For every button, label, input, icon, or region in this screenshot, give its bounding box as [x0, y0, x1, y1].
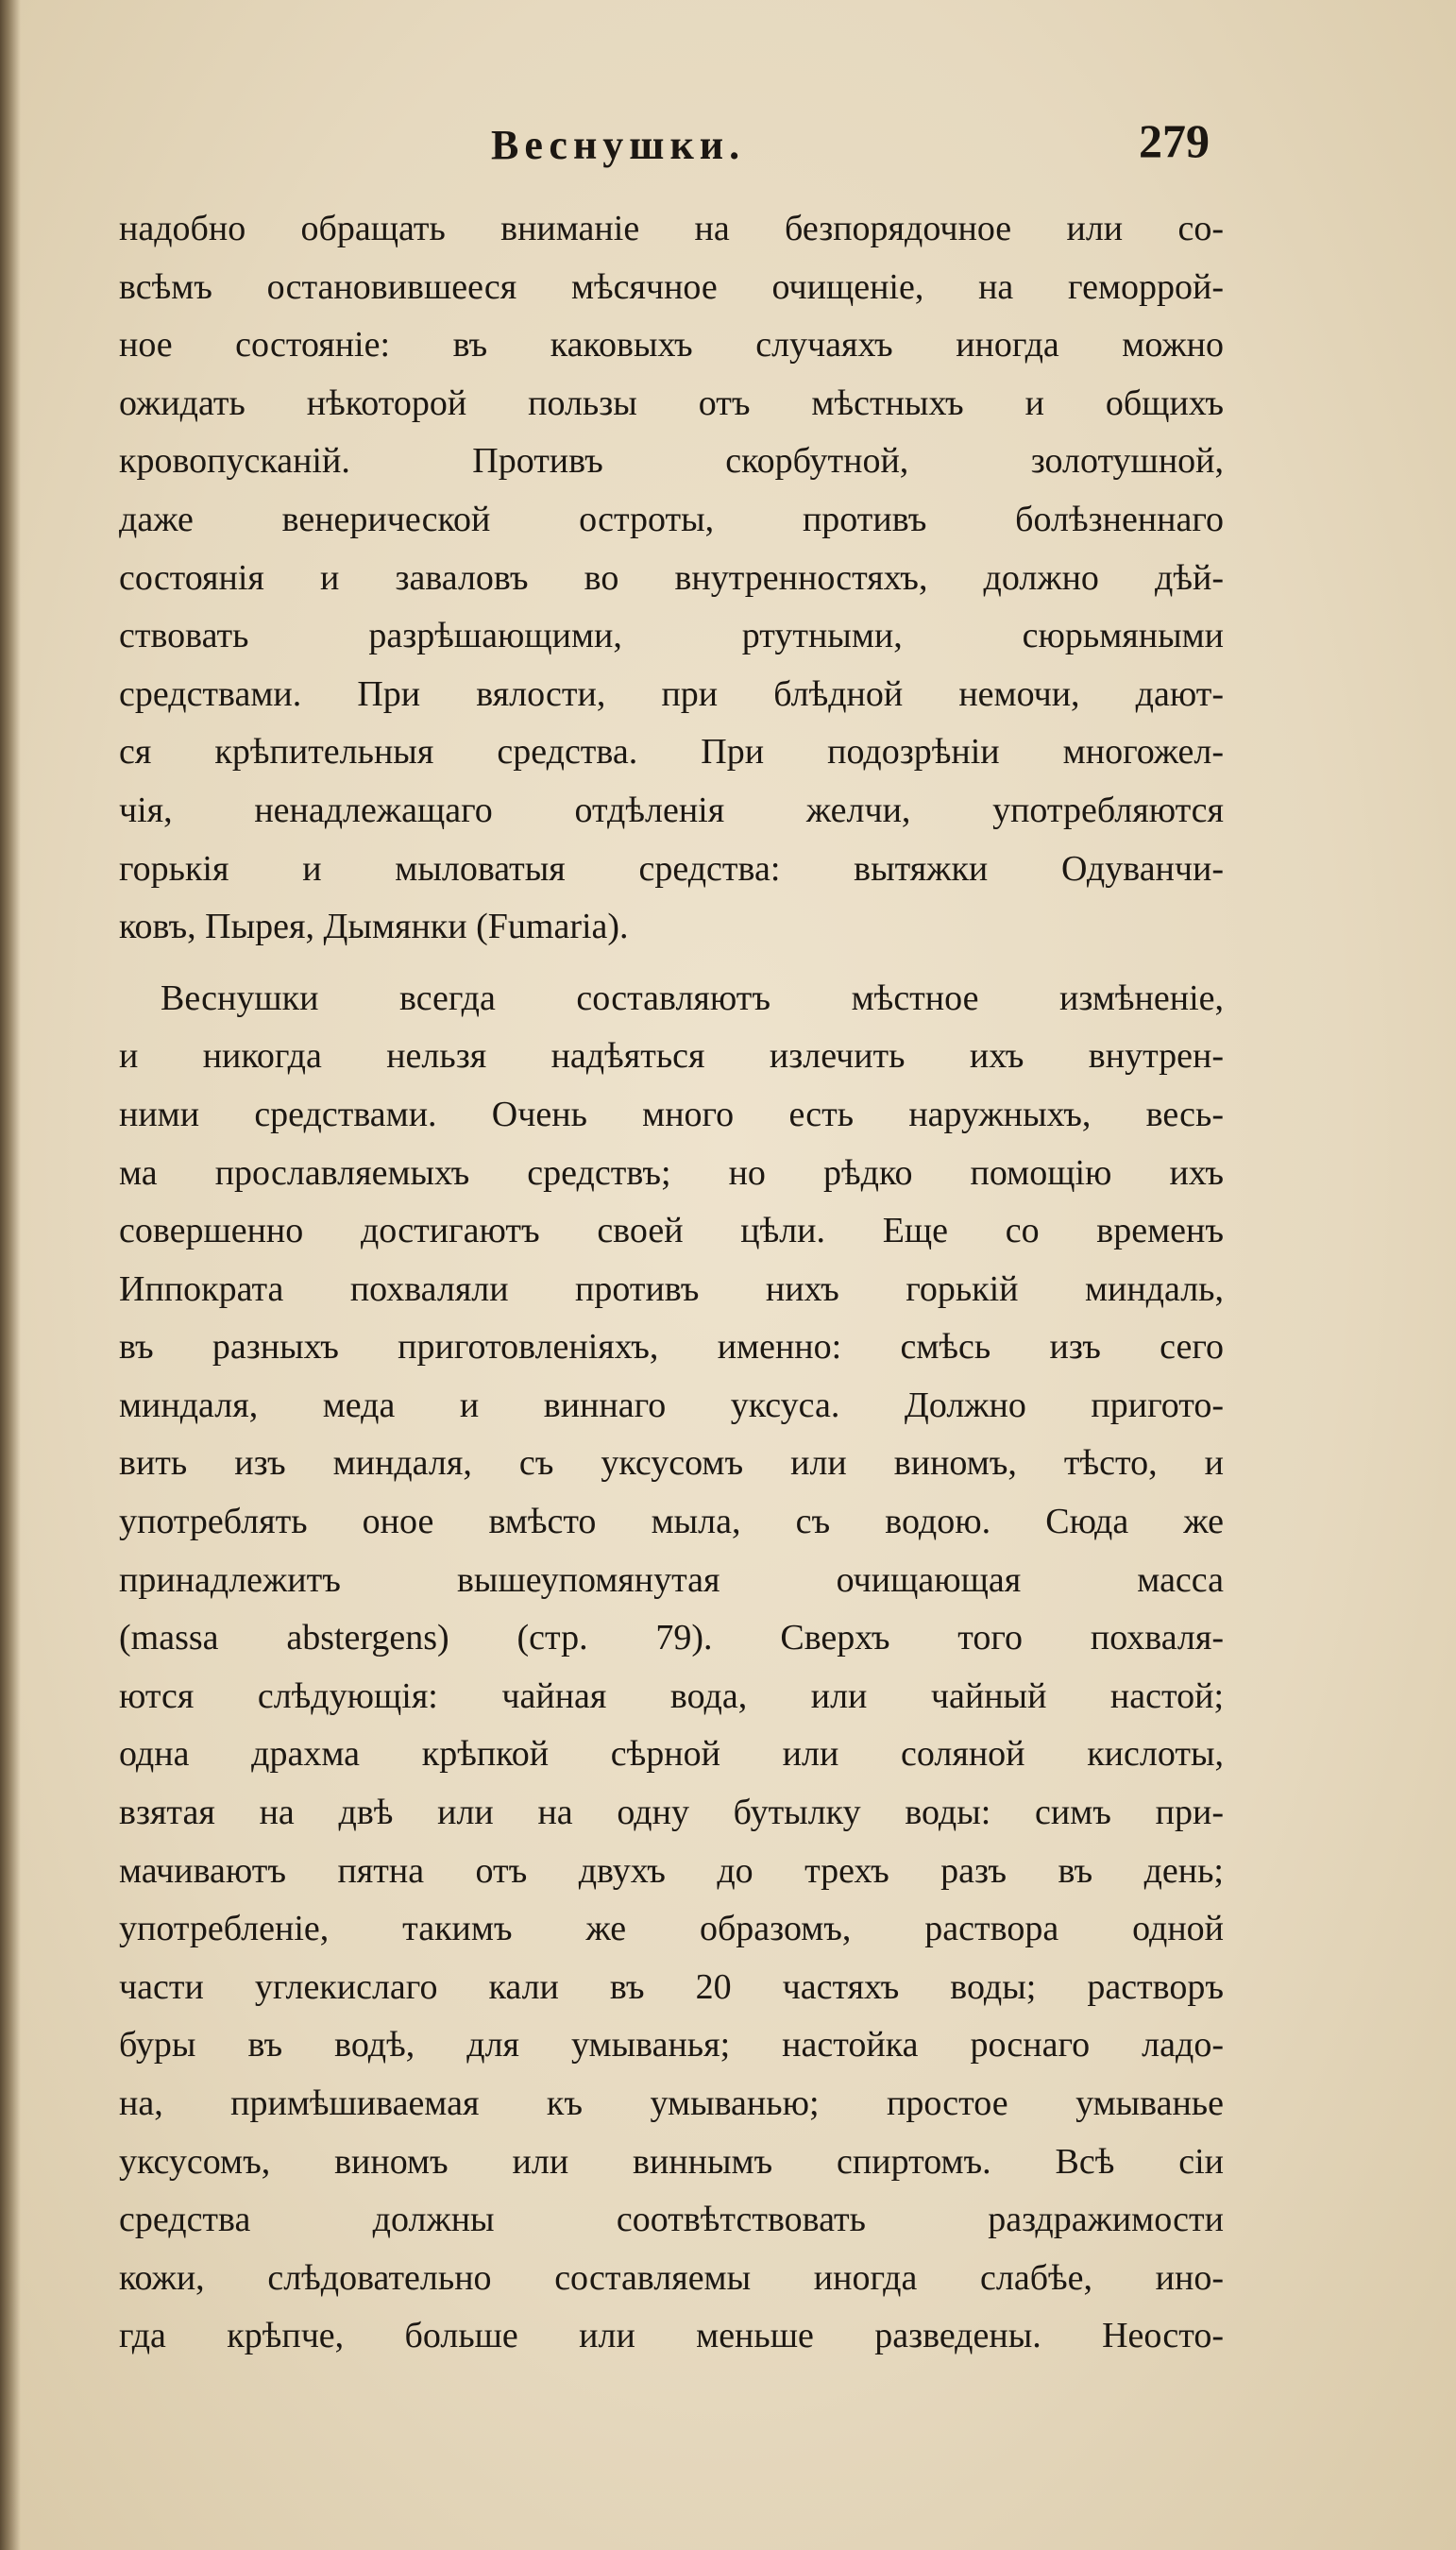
text-line: употребленіе, такимъ же образомъ, раствора одной	[119, 1909, 1224, 1949]
text-line: ковъ, Пырея, Дымянки (Fumaria).	[119, 907, 629, 947]
text-line: уксусомъ, виномъ или виннымъ спиртомъ. Всѣ сіи	[119, 2141, 1224, 2182]
text-line: вить изъ миндаля, съ уксусомъ или виномъ, тѣсто, и	[119, 1443, 1224, 1484]
text-line: мачиваютъ пятна отъ двухъ до трехъ разъ въ день;	[119, 1850, 1224, 1891]
text-line: Иппократа похваляли противъ нихъ горькій миндаль,	[119, 1268, 1224, 1309]
text-line: буры въ водѣ, для умыванья; настойка роснаго ладо-	[119, 2025, 1224, 2066]
text-line: горькія и мыловатыя средства: вытяжки Одуванчи-	[119, 848, 1224, 889]
text-line: гда крѣпче, больше или меньше разведены. Неосто-	[119, 2316, 1224, 2356]
text-line: ствовать разрѣшающими, ртутными, сюрьмяными	[119, 616, 1224, 656]
text-line: Веснушки всегда составляютъ мѣстное измѣненіе,	[161, 978, 1224, 1018]
text-line: части углекислаго кали въ 20 частяхъ воды; растворъ	[119, 1966, 1224, 2007]
text-line: чія, ненадлежащаго отдѣленія желчи, употребляются	[119, 790, 1224, 830]
binding-shadow	[0, 0, 21, 2550]
text-line: средства должны соотвѣтствовать раздражимости	[119, 2200, 1224, 2240]
text-line: совершенно достигаютъ своей цѣли. Еще со временъ	[119, 1211, 1224, 1251]
text-line: взятая на двѣ или на одну бутылку воды: симъ при-	[119, 1793, 1224, 1833]
text-line: въ разныхъ приготовленіяхъ, именно: смѣсь изъ сего	[119, 1327, 1224, 1368]
text-line: (massa abstergens) (стр. 79). Сверхъ того похваля-	[119, 1618, 1224, 1658]
text-line: всѣмъ остановившееся мѣсячное очищеніе, на геморрой-	[119, 266, 1224, 307]
text-line: ются слѣдующія: чайная вода, или чайный настой;	[119, 1675, 1224, 1716]
text-line: ма прославляемыхъ средствъ; но рѣдко помощію ихъ	[119, 1152, 1224, 1193]
text-line: надобно обращать вниманіе на безпорядочное или со-	[119, 209, 1224, 248]
text-line: даже венерической остроты, противъ болѣзненнаго	[119, 499, 1224, 539]
running-title: Веснушки.	[491, 122, 746, 168]
page-header	[0, 114, 1456, 187]
paragraph	[119, 200, 1224, 957]
paragraph-gap	[119, 957, 1224, 970]
text-line: принадлежитъ вышеупомянутая очищающая масса	[119, 1559, 1224, 1600]
text-line: кожи, слѣдовательно составляемы иногда слабѣе, ино-	[119, 2257, 1224, 2298]
text-line: употреблять оное вмѣсто мыла, съ водою. Сюда же	[119, 1502, 1224, 1542]
text-line: ся крѣпительныя средства. При подозрѣніи многожел-	[119, 732, 1224, 773]
text-line: состоянія и заваловъ во внутренностяхъ, должно дѣй-	[119, 557, 1224, 598]
text-line: ное состояніе: въ каковыхъ случаяхъ иногда можно	[119, 325, 1224, 366]
text-line: и никогда нельзя надѣяться излечить ихъ внутрен-	[119, 1036, 1224, 1077]
body-text	[119, 200, 1224, 2366]
text-line: одна драхма крѣпкой сѣрной или соляной кислоты,	[119, 1734, 1224, 1775]
text-line: ними средствами. Очень много есть наружныхъ, весь-	[119, 1094, 1224, 1134]
page-number: 279	[1139, 114, 1210, 167]
text-line: на, примѣшиваемая къ умыванью; простое умыванье	[119, 2083, 1224, 2123]
paragraph	[119, 970, 1224, 2366]
text-line: миндаля, меда и виннаго уксуса. Должно пригото-	[119, 1385, 1224, 1425]
text-line: ожидать нѣкоторой пользы отъ мѣстныхъ и общихъ	[119, 382, 1224, 423]
text-line: средствами. При вялости, при блѣдной немочи, дают-	[119, 673, 1224, 714]
text-line: кровопусканій. Противъ скорбутной, золотушной,	[119, 441, 1224, 482]
